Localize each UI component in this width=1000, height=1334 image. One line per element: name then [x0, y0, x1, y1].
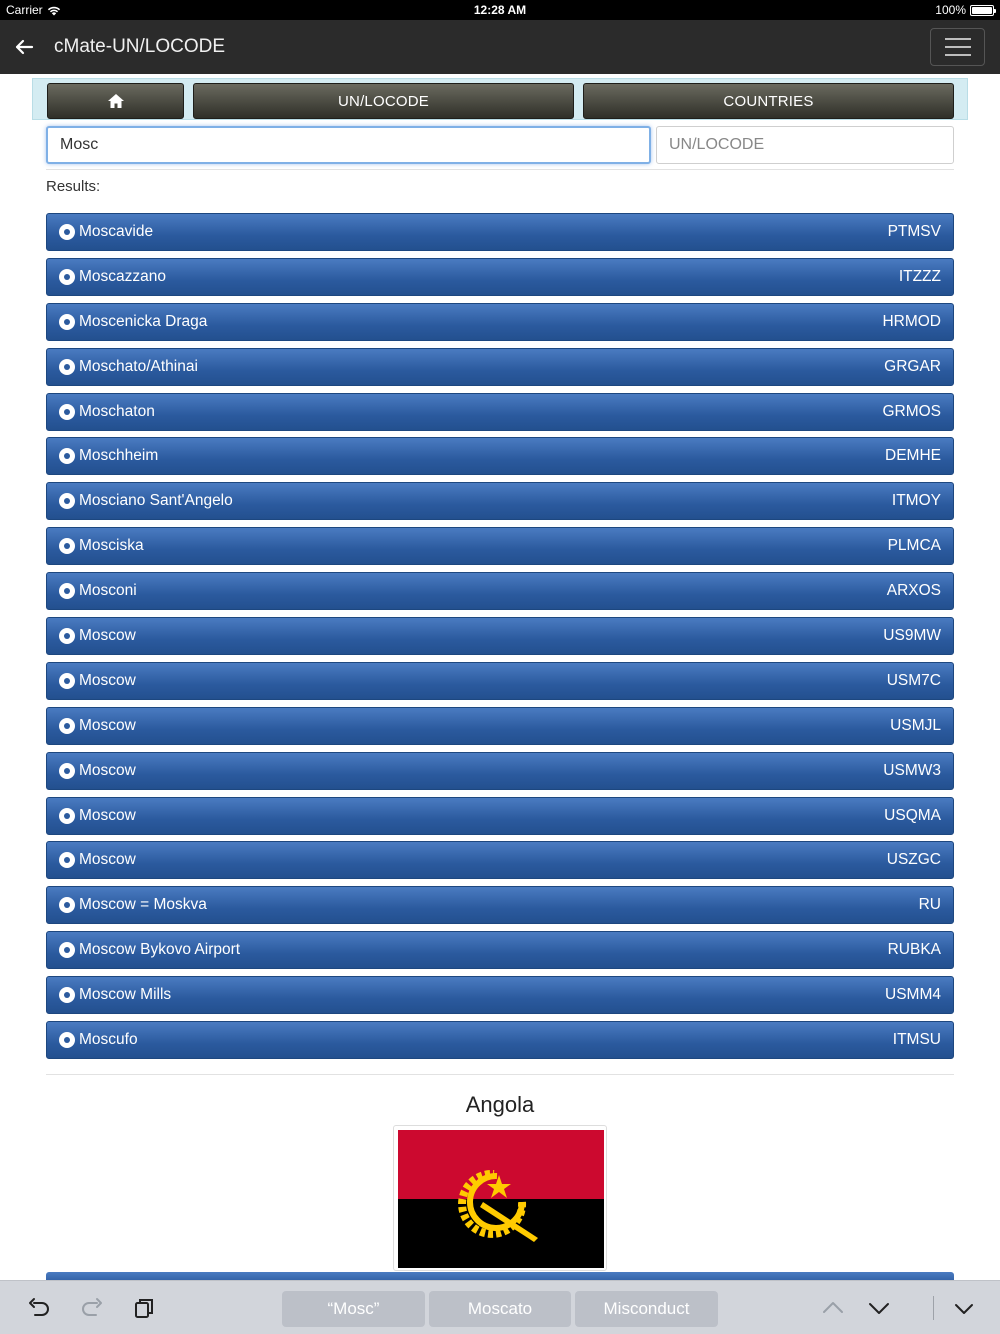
result-place-name: Moscow [79, 671, 136, 689]
result-place-name: Moscow = Moskva [79, 896, 207, 914]
result-locode: DEMHE [885, 447, 941, 465]
previous-field-chevron-up-icon[interactable] [820, 1295, 846, 1321]
home-button[interactable] [47, 83, 184, 119]
suggestion-literal[interactable]: “Mosc” [282, 1291, 425, 1327]
result-locode: RU [918, 896, 941, 914]
result-locode: PLMCA [887, 537, 941, 555]
result-locode: USMW3 [883, 761, 941, 779]
menu-bar-icon [945, 46, 971, 48]
result-place-name: Mosconi [79, 582, 137, 600]
result-row[interactable] [46, 752, 954, 790]
menu-bar-icon [945, 54, 971, 56]
result-row[interactable] [46, 797, 954, 835]
result-locode: USMJL [890, 716, 941, 734]
result-place-name: Mosciska [79, 537, 144, 555]
back-arrow-icon[interactable] [12, 35, 36, 59]
result-row[interactable] [46, 303, 954, 341]
countries-tab-button[interactable]: COUNTRIES [583, 83, 954, 119]
suggestion-2[interactable]: Misconduct [575, 1291, 718, 1327]
result-locode: HRMOD [882, 312, 941, 330]
carrier-label: Carrier [6, 3, 43, 17]
result-locode: PTMSV [887, 223, 941, 240]
app-header [0, 20, 1000, 74]
next-field-chevron-down-icon[interactable] [866, 1295, 892, 1321]
radio-dot-icon [59, 493, 75, 509]
radio-dot-icon [59, 404, 75, 420]
result-locode: USZGC [886, 851, 941, 869]
undo-icon[interactable] [26, 1295, 52, 1321]
battery-icon [970, 5, 994, 16]
unlocode-search-input[interactable] [656, 126, 954, 164]
result-row[interactable] [46, 886, 954, 924]
radio-dot-icon [59, 628, 75, 644]
toolbar-separator [933, 1296, 934, 1320]
result-locode: USMM4 [885, 986, 941, 1004]
results-heading: Results: [46, 178, 101, 195]
divider [46, 1074, 954, 1075]
battery-percent: 100% [935, 3, 966, 17]
result-row[interactable] [46, 393, 954, 431]
result-place-name: Moscazzano [79, 267, 167, 285]
result-row[interactable] [46, 348, 954, 386]
result-place-name: Moschato/Athinai [79, 357, 198, 375]
angola-flag-icon [398, 1130, 604, 1268]
result-row[interactable] [46, 841, 954, 879]
result-row[interactable] [46, 572, 954, 610]
radio-dot-icon [59, 718, 75, 734]
unlocode-tab-button[interactable]: UN/LOCODE [193, 83, 574, 119]
result-row[interactable] [46, 213, 954, 251]
dismiss-keyboard-chevron-icon[interactable] [951, 1295, 977, 1321]
top-button-strip [32, 78, 968, 120]
result-locode: ITMSU [892, 1031, 941, 1049]
result-locode: RUBKA [887, 941, 941, 959]
keyboard-shortcut-bar [0, 1280, 1000, 1334]
redo-icon[interactable] [79, 1295, 105, 1321]
radio-dot-icon [59, 808, 75, 824]
result-row[interactable] [46, 931, 954, 969]
result-row[interactable] [46, 482, 954, 520]
menu-bar-icon [945, 38, 971, 40]
result-row[interactable] [46, 976, 954, 1014]
hamburger-menu-button[interactable] [930, 28, 985, 66]
result-row[interactable] [46, 527, 954, 565]
result-place-name: Moscavide [79, 223, 154, 240]
result-locode: US9MW [883, 627, 941, 645]
country-name: Angola [465, 1092, 535, 1117]
result-place-name: Moscow Bykovo Airport [79, 941, 241, 959]
flag-frame [393, 1125, 607, 1271]
radio-dot-icon [59, 763, 75, 779]
radio-dot-icon [59, 583, 75, 599]
paste-icon[interactable] [131, 1295, 157, 1321]
page-title: cMate-UN/LOCODE [54, 36, 226, 57]
clock: 12:28 AM [473, 3, 527, 17]
result-row[interactable] [46, 258, 954, 296]
result-place-name: Moscow [79, 627, 136, 645]
suggestion-1[interactable]: Moscato [429, 1291, 571, 1327]
result-place-name: Moscow Mills [79, 986, 172, 1004]
result-place-name: Moscow [79, 761, 136, 779]
result-place-name: Moscow [79, 716, 136, 734]
result-place-name: Moschaton [79, 402, 155, 420]
radio-dot-icon [59, 448, 75, 464]
result-row[interactable] [46, 617, 954, 655]
result-row[interactable] [46, 707, 954, 745]
radio-dot-icon [59, 314, 75, 330]
place-search-input[interactable] [46, 126, 651, 164]
radio-dot-icon [59, 673, 75, 689]
radio-dot-icon [59, 359, 75, 375]
result-locode: USQMA [884, 806, 941, 824]
battery-indicator [935, 3, 994, 17]
result-locode: USM7C [886, 671, 941, 689]
result-locode: ARXOS [886, 582, 941, 600]
radio-dot-icon [59, 852, 75, 868]
radio-dot-icon [59, 224, 75, 240]
result-locode: GRMOS [882, 402, 941, 420]
radio-dot-icon [59, 942, 75, 958]
result-locode: ITMOY [891, 492, 941, 510]
divider [46, 169, 954, 170]
result-place-name: Moscenicka Draga [79, 312, 208, 330]
radio-dot-icon [59, 987, 75, 1003]
result-row[interactable] [46, 437, 954, 475]
result-row[interactable] [46, 1021, 954, 1059]
result-place-name: Moscow [79, 851, 136, 869]
home-icon [107, 93, 125, 109]
status-bar [0, 0, 1000, 20]
result-place-name: Moschheim [79, 447, 159, 465]
result-row[interactable] [46, 662, 954, 700]
radio-dot-icon [59, 538, 75, 554]
radio-dot-icon [59, 897, 75, 913]
result-place-name: Mosciano Sant'Angelo [79, 492, 233, 510]
radio-dot-icon [59, 1032, 75, 1048]
results-list [46, 213, 954, 1066]
result-place-name: Moscufo [79, 1031, 138, 1049]
result-locode: GRGAR [884, 357, 941, 375]
radio-dot-icon [59, 269, 75, 285]
result-place-name: Moscow [79, 806, 136, 824]
result-locode: ITZZZ [898, 267, 941, 285]
